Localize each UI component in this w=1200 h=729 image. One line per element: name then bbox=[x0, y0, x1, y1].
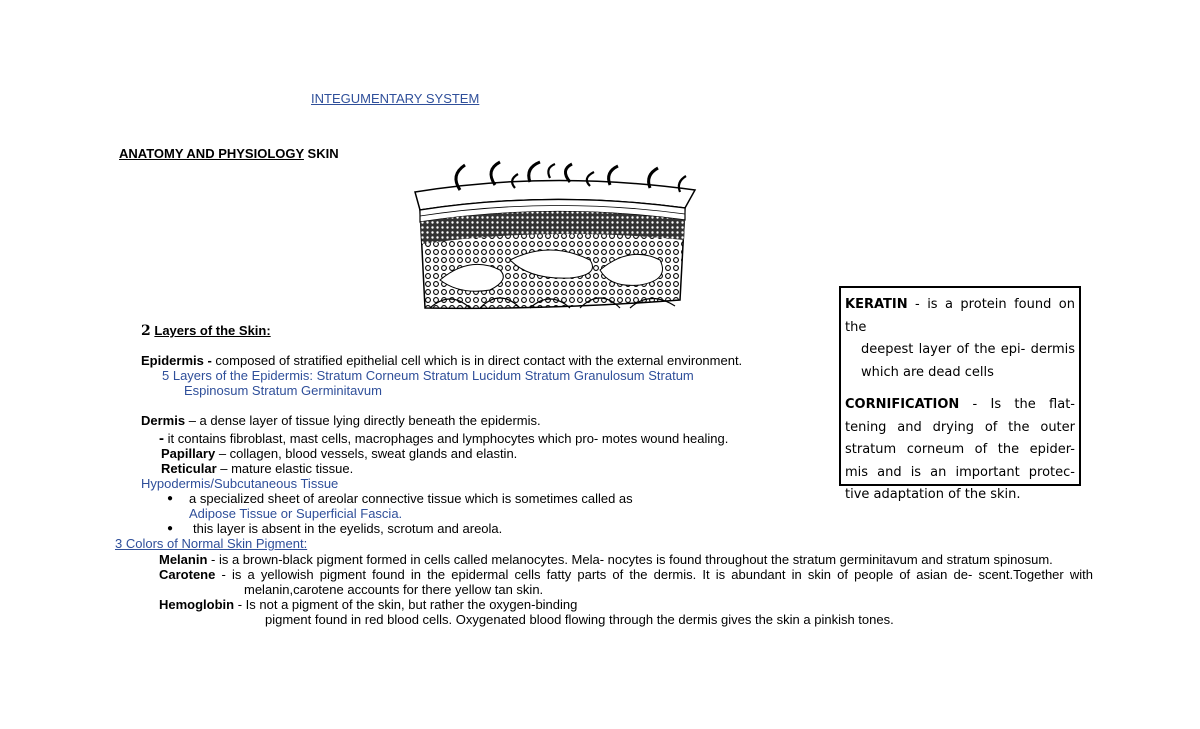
hemoglobin-line bbox=[159, 597, 577, 612]
layers-heading-text: Layers of the Skin: bbox=[154, 323, 271, 338]
hypodermis-bullet2: this layer is absent in the eyelids, scrotum and areola. bbox=[193, 521, 503, 536]
dermis-dash-text: it contains fibroblast, mast cells, macrophages and lymphocytes which pro- motes wound healing. bbox=[167, 431, 729, 446]
epidermis-layers-line1: 5 Layers of the Epidermis: Stratum Corneum Stratum Lucidum Stratum Granulosum Stratum bbox=[162, 368, 694, 383]
hypodermis-bullet1-line2: Adipose Tissue or Superficial Fascia. bbox=[189, 506, 403, 521]
hemoglobin-desc: - Is not a pigment of the skin, but rather the oxygen-binding bbox=[234, 597, 578, 612]
cornification-term: CORNIFICATION bbox=[845, 397, 960, 412]
bullet-icon: ● bbox=[167, 523, 174, 534]
papillary-term: Papillary bbox=[161, 446, 216, 461]
epidermis-desc: composed of stratified epithelial cell which is in direct contact with the external environment. bbox=[211, 353, 743, 368]
reticular-line bbox=[161, 461, 353, 476]
hypodermis-bullet1-line1: a specialized sheet of areolar connective tissue which is sometimes called as bbox=[189, 491, 633, 506]
keratin-term: KERATIN bbox=[845, 297, 908, 312]
papillary-line bbox=[161, 446, 517, 461]
epidermis-line bbox=[141, 353, 742, 368]
epidermis-term: Epidermis - bbox=[141, 353, 212, 368]
keratin-line3: which are dead cells bbox=[861, 364, 994, 380]
carotene-line bbox=[159, 567, 1093, 582]
carotene-desc: - is a yellowish pigment found in the epidermal cells fatty parts of the dermis. It is abundant in skin of people of asian de- scent.Together with bbox=[215, 567, 1093, 582]
melanin-term: Melanin bbox=[159, 552, 208, 567]
epidermis-layers-line2: Espinosum Stratum Germinitavum bbox=[184, 383, 382, 398]
keratin-line1 bbox=[845, 294, 1075, 339]
hemoglobin-line2: pigment found in red blood cells. Oxygenated blood flowing through the dermis gives the skin a pinkish tones. bbox=[265, 612, 894, 627]
dermis-line bbox=[141, 413, 541, 428]
reticular-term: Reticular bbox=[161, 461, 217, 476]
section-title-bold: ANATOMY AND PHYSIOLOGY bbox=[119, 146, 304, 161]
melanin-line bbox=[159, 552, 1053, 567]
hemoglobin-term: Hemoglobin bbox=[159, 597, 235, 612]
papillary-desc: – collagen, blood vessels, sweat glands and elastin. bbox=[215, 446, 518, 461]
carotene-line2: melanin,carotene accounts for there yellow tan skin. bbox=[244, 582, 544, 597]
carotene-term: Carotene bbox=[159, 567, 216, 582]
skin-cross-section-illustration bbox=[400, 160, 700, 320]
dermis-dash-line: - it contains fibroblast, mast cells, macrophages and lymphocytes which pro- motes wound healing. bbox=[159, 430, 729, 447]
document-title: INTEGUMENTARY SYSTEM bbox=[311, 91, 480, 106]
pigments-title: 3 Colors of Normal Skin Pigment: bbox=[115, 536, 308, 551]
bullet-icon: ● bbox=[167, 493, 174, 504]
keratin-line2: deepest layer of the epi- dermis bbox=[861, 342, 1075, 357]
keratin-desc: - is a protein found on the bbox=[845, 297, 1075, 335]
melanin-desc: - is a brown-black pigment formed in cells called melanocytes. Mela- nocytes is found throughout the stratum germinitavum and stratum spinosum. bbox=[207, 552, 1053, 567]
section-title-rest: SKIN bbox=[303, 146, 339, 161]
keratin-info-box bbox=[839, 286, 1081, 502]
dermis-term: Dermis bbox=[141, 413, 186, 428]
reticular-desc: – mature elastic tissue. bbox=[216, 461, 354, 476]
hypodermis-title: Hypodermis/Subcutaneous Tissue bbox=[141, 476, 339, 491]
section-title bbox=[119, 146, 339, 161]
layers-heading-number: 2 bbox=[141, 323, 151, 339]
layers-heading bbox=[141, 323, 271, 339]
dermis-desc: – a dense layer of tissue lying directly beneath the epidermis. bbox=[185, 413, 541, 428]
cornification-desc: - Is the flat- tening and drying of the outer stratum corneum of the epider- mis and is an important protec- tive adaptation of the skin. bbox=[845, 397, 1075, 502]
cornification-paragraph bbox=[845, 394, 1075, 507]
